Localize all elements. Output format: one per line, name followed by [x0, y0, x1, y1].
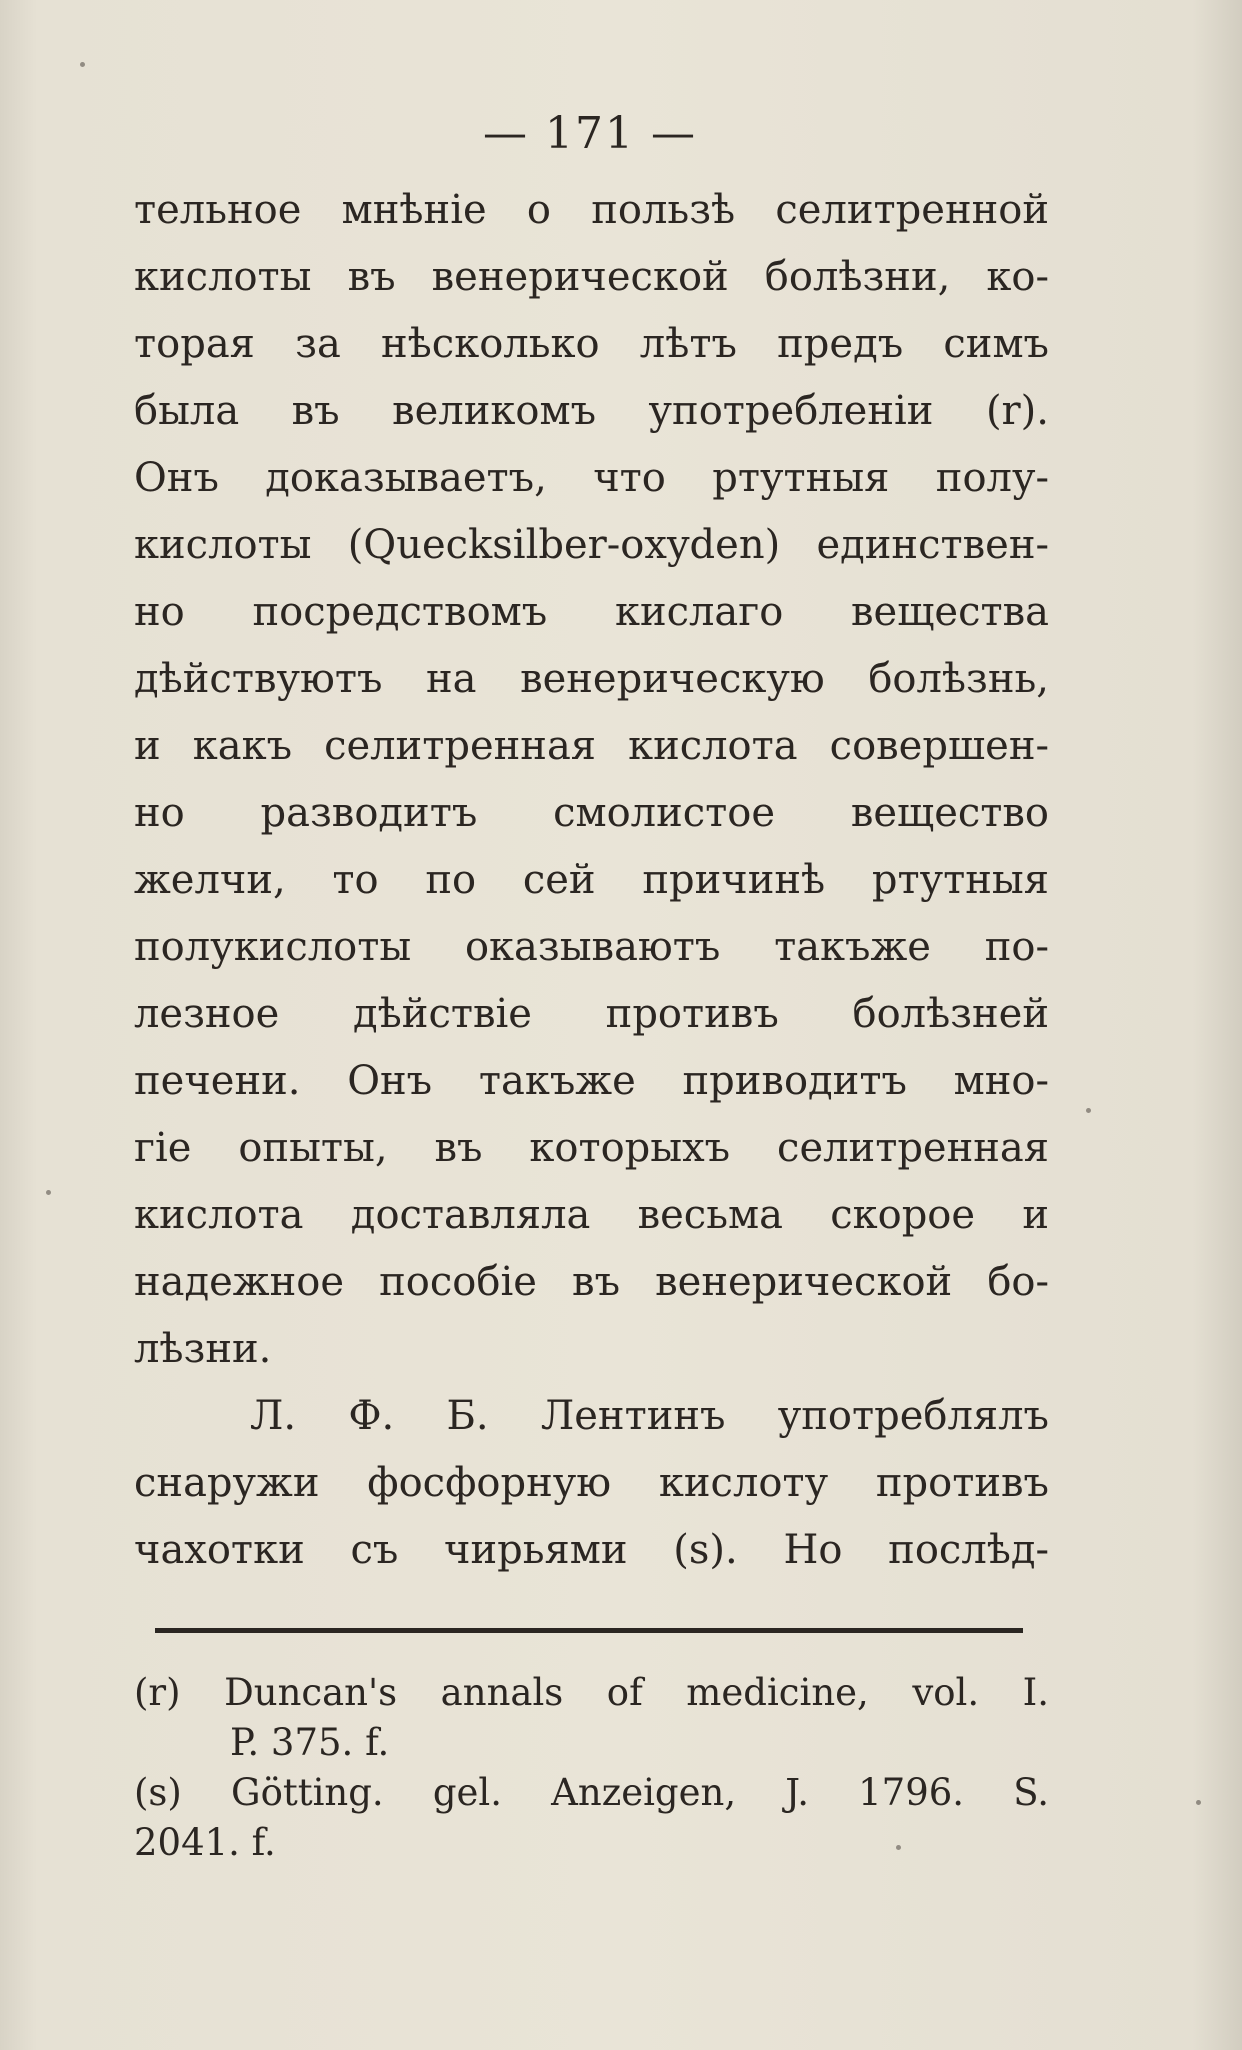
footnote-rule: [155, 1628, 1023, 1633]
text-line: надежное пособіе въ венерической бо-: [134, 1259, 1049, 1305]
footnote-r: (r) Duncan's annals of medicine, vol. I.: [134, 1671, 1049, 1714]
text-line: тельное мнѣніе о пользѣ селитренной: [134, 187, 1049, 233]
paragraph-end-line: лѣзни.: [134, 1326, 272, 1372]
text-line: полукислоты оказываютъ такъже по-: [134, 924, 1049, 970]
text-line: снаружи фосфорную кислоту противъ: [134, 1460, 1049, 1506]
footnote-r-continuation: P. 375. f.: [230, 1721, 390, 1764]
text-line: Онъ доказываетъ, что ртутныя полу-: [134, 455, 1049, 501]
text-line: но разводитъ смолистое вещество: [134, 790, 1049, 836]
text-line: дѣйствуютъ на венерическую болѣзнь,: [134, 656, 1049, 702]
text-line: кислоты въ венерической болѣзни, ко-: [134, 254, 1049, 300]
paper-speck: [896, 1845, 901, 1850]
paper-speck: [1196, 1800, 1201, 1805]
footnote-s-continuation: 2041. f.: [134, 1821, 276, 1864]
page-number: — 171 —: [483, 108, 697, 159]
paper-speck: [46, 1190, 51, 1195]
paragraph-start-line: Л. Ф. Б. Лентинъ употреблялъ: [250, 1393, 1049, 1439]
text-line: печени. Онъ такъже приводитъ мно-: [134, 1058, 1049, 1104]
text-line: гіе опыты, въ которыхъ селитренная: [134, 1125, 1049, 1171]
paper-speck: [80, 62, 85, 67]
text-line: чахотки съ чирьями (s). Но послѣд-: [134, 1527, 1049, 1573]
text-line: торая за нѣсколько лѣтъ предъ симъ: [134, 321, 1049, 367]
footnotes: [134, 1668, 1049, 1868]
text-line: желчи, то по сей причинѣ ртутныя: [134, 857, 1049, 903]
footnote-s: (s) Götting. gel. Anzeigen, J. 1796. S.: [134, 1771, 1049, 1814]
body-text: [134, 177, 1049, 1584]
paper-speck: [1086, 1108, 1091, 1113]
text-line: лезное дѣйствіе противъ болѣзней: [134, 991, 1049, 1037]
text-line: кислоты (Quecksilber-oxyden) единствен-: [134, 522, 1049, 568]
text-line: кислота доставляла весьма скорое и: [134, 1192, 1049, 1238]
text-line: и какъ селитренная кислота совершен-: [134, 723, 1049, 769]
text-line: но посредствомъ кислаго вещества: [134, 589, 1049, 635]
text-line: была въ великомъ употребленіи (r).: [134, 388, 1049, 434]
